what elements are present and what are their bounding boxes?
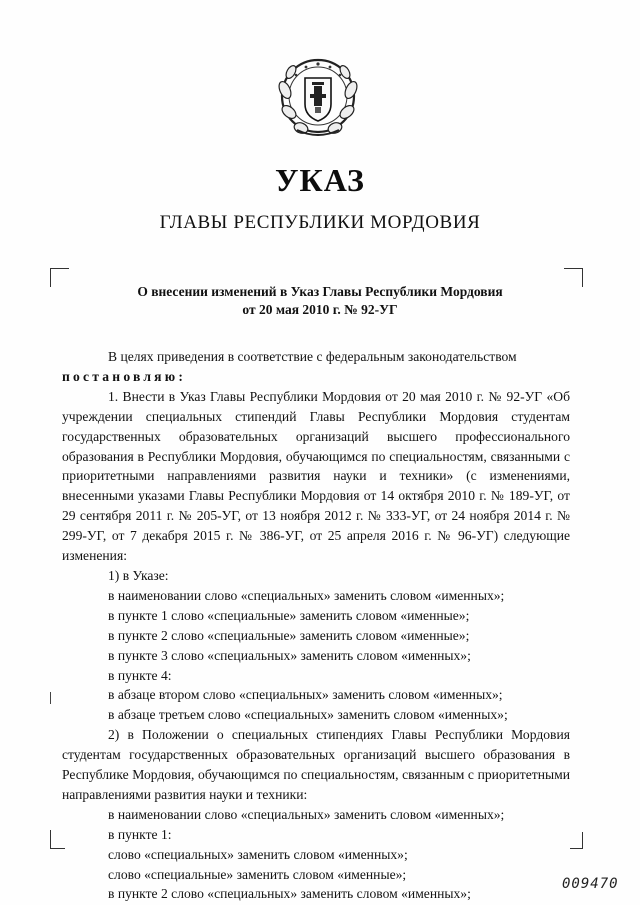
- list-item: в пункте 2 слово «специальных» заменить словом «именных»;: [108, 886, 471, 902]
- document-serial-number: 009470: [562, 876, 619, 892]
- document-title: УКАЗ: [275, 162, 365, 198]
- heading-line-1: О внесении изменений в Указ Главы Республики Мордовия: [137, 284, 503, 299]
- item-1: 1. Внести в Указ Главы Республики Мордовия от 20 мая 2010 г. № 92-УГ «Об учреждении специальных стипендий Главы Республики Мордовия студентам государственных образовательных организаций высшего профессионального образования в Республики Мордовия, обучающимся по специальностям, связанными с приоритетными направлениями развития науки и техники» (с изменениями, внесенными указами Главы Республики Мордовия от 14 октября 2010 г. № 189-УГ, от 29 сентября 2011 г. № 205-УГ, от 13 ноября 2012 г. № 333-УГ, от 24 ноября 2014 г. № 299-УГ, от 7 декабря 2015 г. № 386-УГ, от 25 апреля 2016 г. № 96-УГ) следующие изменения:: [62, 388, 570, 564]
- list-item: в пункте 3 слово «специальных» заменить словом «именных»;: [108, 647, 471, 663]
- list-item: в абзаце третьем слово «специальных» заменить словом «именных»;: [108, 707, 508, 723]
- list-item: в пункте 1:: [108, 826, 172, 842]
- item-2: 2) в Положении о специальных стипендиях Главы Республики Мордовия студентам государственных образовательных организаций высшего образования в Республике Мордовия, обучающимся по специальностям, связанным с приоритетными направлениями развития науки и техники:: [62, 727, 570, 802]
- document-issuer: ГЛАВЫ РЕСПУБЛИКИ МОРДОВИЯ: [159, 212, 481, 233]
- list-item: в пункте 1 слово «специальные» заменить словом «именные»;: [108, 607, 470, 623]
- list-item: в абзаце втором слово «специальных» заменить словом «именных»;: [108, 687, 503, 703]
- document-body: [62, 347, 570, 904]
- document-heading: [90, 283, 550, 319]
- corner-mark-top-left: [50, 268, 69, 287]
- corner-mark-top-right: [564, 268, 583, 287]
- list-item: в наименовании слово «специальных» заменить словом «именных»;: [108, 806, 505, 822]
- list-item: слово «специальные» заменить словом «именные»;: [108, 866, 407, 882]
- list-item: слово «специальных» заменить словом «именных»;: [108, 846, 408, 862]
- preamble: В целях приведения в соответствие с федеральным законодательством: [108, 349, 517, 364]
- margin-mark: [50, 692, 51, 704]
- list-item: в наименовании слово «специальных» заменить словом «именных»;: [108, 587, 505, 603]
- list-item: 1) в Указе:: [108, 567, 169, 583]
- list-item: в пункте 4:: [108, 667, 172, 683]
- coat-of-arms-icon: [271, 50, 365, 142]
- heading-line-2: от 20 мая 2010 г. № 92-УГ: [242, 302, 398, 317]
- corner-mark-bottom-right: [570, 832, 583, 849]
- list-item: в пункте 2 слово «специальные» заменить словом «именные»;: [108, 627, 470, 643]
- decree-word: постановляю:: [62, 368, 187, 384]
